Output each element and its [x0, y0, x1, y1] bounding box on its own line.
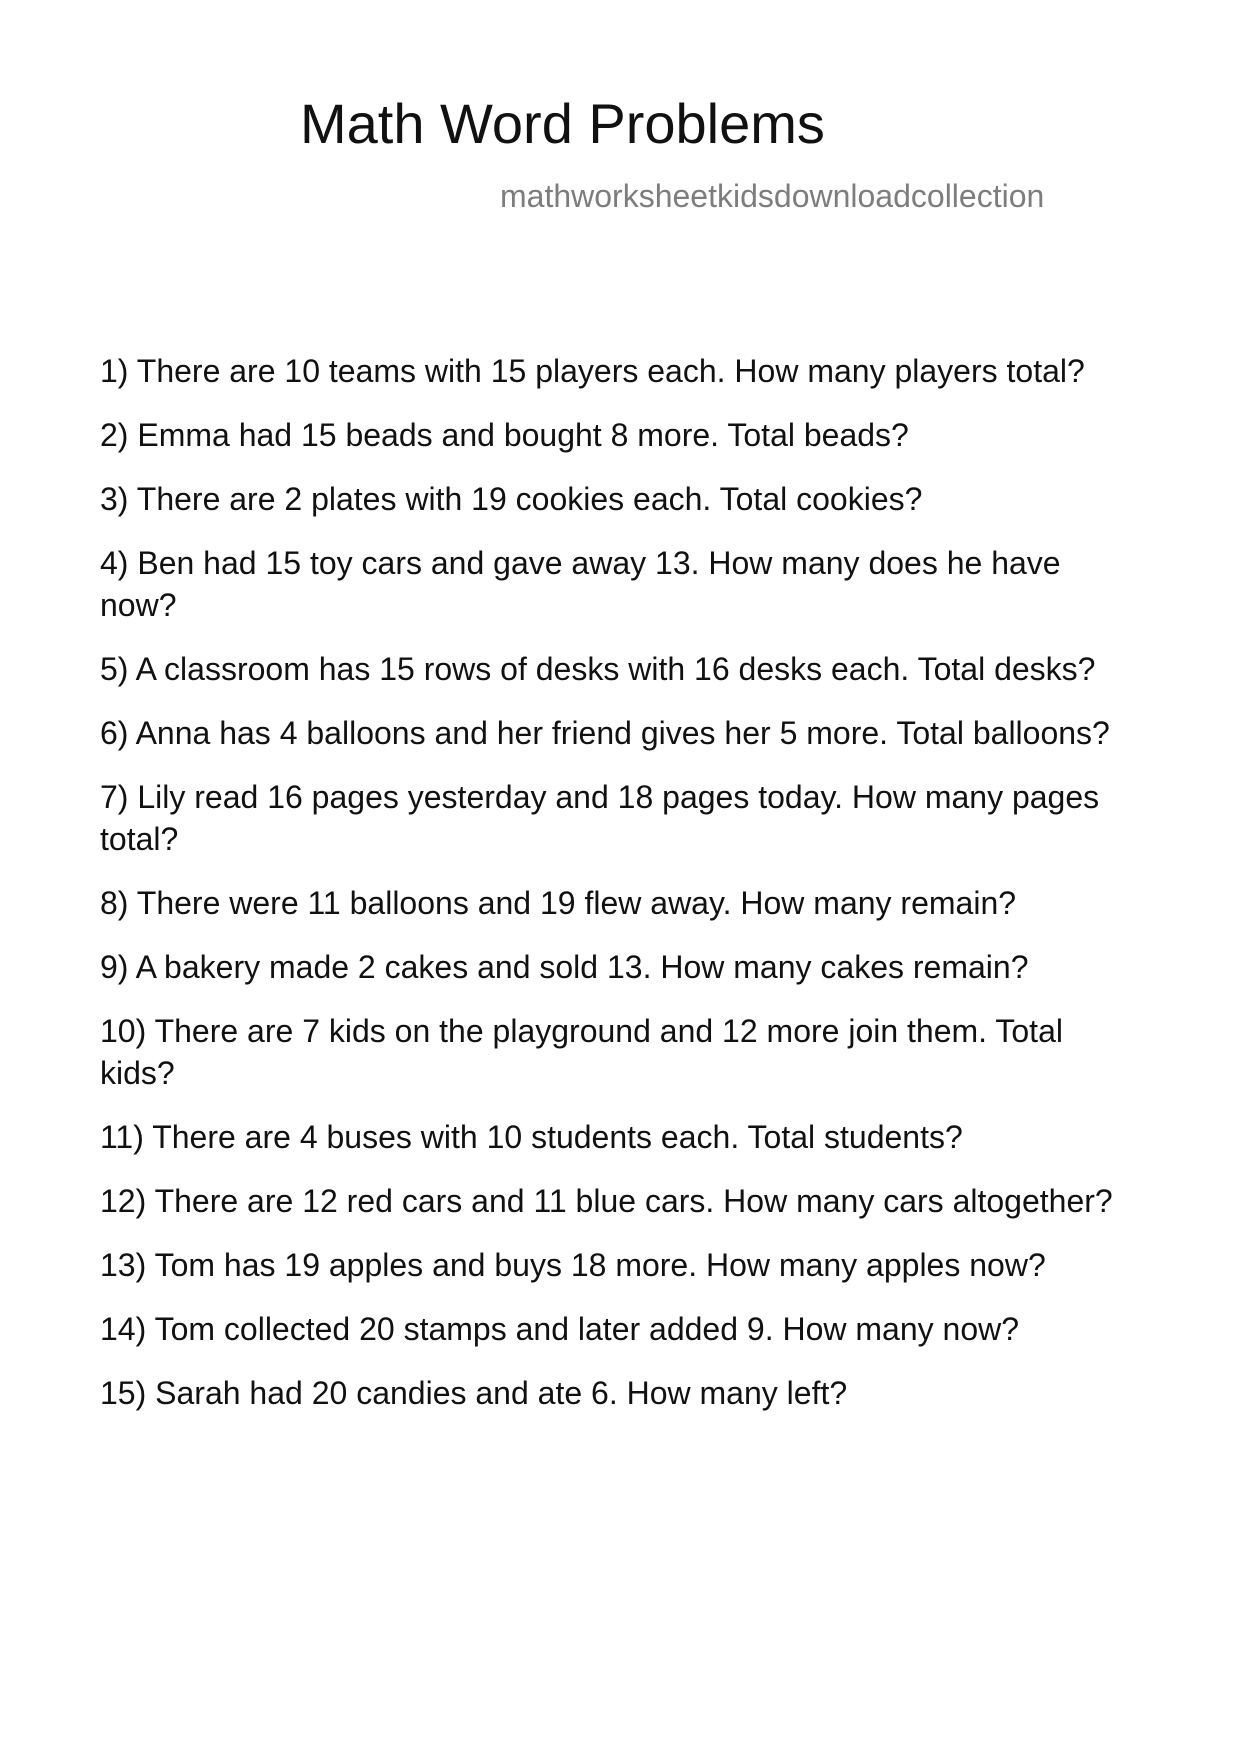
problem-item-12: 12) There are 12 red cars and 11 blue cars. How many cars altogether? — [100, 1183, 1113, 1219]
problem-item-4: 4) Ben had 15 toy cars and gave away 13. How many does he have now? — [100, 545, 1061, 623]
page-subtitle: mathworksheetkidsdownloadcollection — [500, 178, 1045, 214]
problem-item-13: 13) Tom has 19 apples and buys 18 more. How many apples now? — [100, 1247, 1046, 1283]
problem-item-9: 9) A bakery made 2 cakes and sold 13. How many cakes remain? — [100, 949, 1029, 985]
problem-item-7: 7) Lily read 16 pages yesterday and 18 pages today. How many pages total? — [100, 779, 1100, 857]
problem-item-10: 10) There are 7 kids on the playground and 12 more join them. Total kids? — [100, 1013, 1063, 1091]
problem-item-2: 2) Emma had 15 beads and bought 8 more. Total beads? — [100, 417, 909, 453]
problem-item-11: 11) There are 4 buses with 10 students each. Total students? — [100, 1119, 963, 1155]
problem-item-6: 6) Anna has 4 balloons and her friend gives her 5 more. Total balloons? — [100, 715, 1110, 751]
problem-item-3: 3) There are 2 plates with 19 cookies each. Total cookies? — [100, 481, 923, 517]
problem-item-8: 8) There were 11 balloons and 19 flew away. How many remain? — [100, 885, 1017, 921]
problem-list — [100, 350, 1140, 1436]
problem-item-15: 15) Sarah had 20 candies and ate 6. How many left? — [100, 1375, 848, 1411]
problem-item-5: 5) A classroom has 15 rows of desks with 16 desks each. Total desks? — [100, 651, 1096, 687]
page-title: Math Word Problems — [300, 92, 825, 155]
problem-item-1: 1) There are 10 teams with 15 players each. How many players total? — [100, 353, 1085, 389]
problem-item-14: 14) Tom collected 20 stamps and later added 9. How many now? — [100, 1311, 1020, 1347]
